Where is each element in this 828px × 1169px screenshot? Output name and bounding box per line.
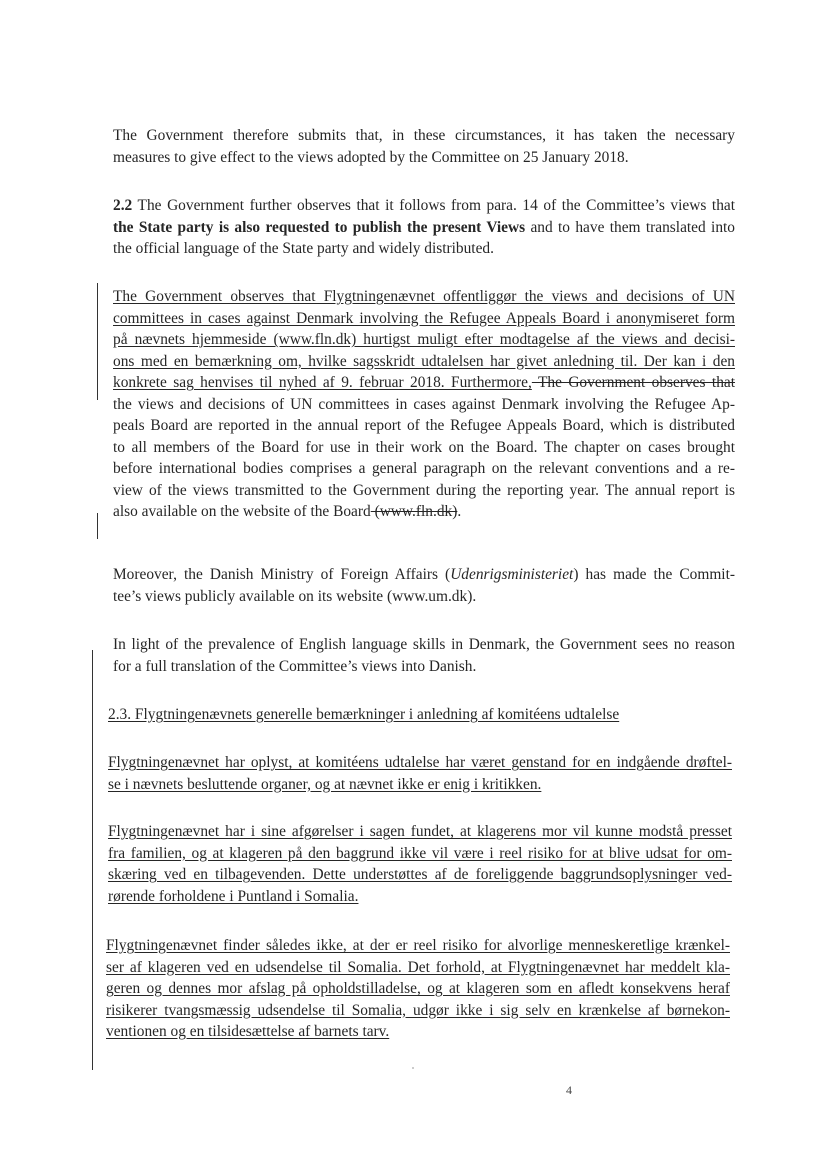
change-bar xyxy=(97,513,98,539)
deleted-text: The Government observes that xyxy=(531,374,735,391)
inserted-text-line: ser af klageren ved en udsendelse til Somalia. Det forhold, at Flygtningenævnet har meddelt kla- xyxy=(106,958,730,976)
text-line: the official language of the State party and widely distributed. xyxy=(113,240,494,257)
inserted-text-line: skæring ved en tilbagevenden. Dette understøttes af de foreliggende baggrundsoplysninger ved- xyxy=(108,866,732,883)
paragraph-5 xyxy=(113,634,735,677)
inserted-text-line: committees in cases against Denmark involving the Refugee Appeals Board i anonymiseret form xyxy=(113,309,735,327)
text-line: view of the views transmitted to the Government during the reporting year. The annual report is xyxy=(113,481,735,499)
text-line: before international bodies comprises a general paragraph on the relevant conventions and a re- xyxy=(113,460,735,477)
paragraph-tracked-changes xyxy=(113,286,735,523)
inserted-text: konkrete sag henvises til nyhed af 9. februar 2018. Furthermore, xyxy=(113,374,532,391)
paragraph-7 xyxy=(108,821,732,907)
heading-text: 2.3. Flygtningenævnets generelle bemærkninger i anledning af komitéens udtalelse xyxy=(108,706,620,723)
scan-speck xyxy=(412,1067,414,1069)
text-line: The Government therefore submits that, in these circumstances, it has taken the necessary xyxy=(113,127,735,144)
inserted-text-line: The Government observes that Flygtningenævnet offentliggør the views and decisions of UN xyxy=(113,288,735,305)
text-line: the views and decisions of UN committees in cases against Denmark involving the Refugee Ap- xyxy=(113,395,735,413)
paragraph-4 xyxy=(113,564,735,607)
text-line: 2.2 The Government further observes that it follows from para. 14 of the Committee’s views that xyxy=(113,197,735,214)
page-number: 4 xyxy=(566,1083,572,1097)
text-line: peals Board are reported in the annual report of the Refugee Appeals Board, which is distributed xyxy=(113,417,735,434)
inserted-text-line: ons med en bemærkning om, hvilke sagsskridt udtalelsen har givet anledning til. Der kan i den xyxy=(113,352,735,370)
inserted-text-line: fra familien, og at klageren på den baggrund ikke vil være i reel risiko for at blive udsat for om- xyxy=(108,844,732,862)
inserted-text-line: rørende forholdene i Puntland i Somalia. xyxy=(108,887,359,905)
paragraph-6 xyxy=(108,752,732,795)
inserted-text-line: ventionen og en tilsidesættelse af barnets tarv. xyxy=(106,1023,390,1040)
section-number: 2.2 xyxy=(113,197,133,214)
paragraph-1 xyxy=(113,125,735,168)
section-heading xyxy=(108,704,730,726)
deleted-text: (www.fln.dk) xyxy=(370,503,458,520)
text-line: also available on the website of the Board (www.fln.dk). xyxy=(113,503,462,520)
inserted-text-line: på nævnets hjemmeside (www.fln.dk) hurtigst muligt efter modtagelse af the views and decisi- xyxy=(113,331,735,348)
text-line: the State party is also requested to publish the present Views and to have them translated into xyxy=(113,218,735,236)
inserted-text-line: se i nævnets besluttende organer, og at nævnet ikke er enig i kritikken. xyxy=(108,775,542,793)
change-bar xyxy=(92,650,93,1070)
text-line: to all members of the Board for use in their work on the Board. The chapter on cases brought xyxy=(113,438,735,456)
text-line xyxy=(113,372,735,394)
text-line: In light of the prevalence of English language skills in Denmark, the Government sees no reason xyxy=(113,636,735,653)
bold-quote: the State party is also requested to publish the present Views xyxy=(113,218,526,236)
inserted-text-line: Flygtningenævnet har oplyst, at komitéens udtalelse har været genstand for en indgående drøftel- xyxy=(108,754,732,771)
text-line: measures to give effect to the views adopted by the Committee on 25 January 2018. xyxy=(113,148,629,166)
italic-term: Udenrigsministeriet xyxy=(450,566,574,583)
inserted-text-line: risikerer tvangsmæssig udsendelse til Somalia, udgør ikke i sig selv en krænkelse af børnekon- xyxy=(106,1001,730,1019)
inserted-text-line: Flygtningenævnet finder således ikke, at der er reel risiko for alvorlige menneskeretlige krænkel- xyxy=(106,937,730,954)
inserted-text-line: geren og dennes mor afslag på opholdstilladelse, og at klageren som en afledt konsekvens heraf xyxy=(106,980,730,997)
text-line: Moreover, the Danish Ministry of Foreign Affairs (Udenrigsministeriet) has made the Commit- xyxy=(113,566,735,583)
paragraph-8 xyxy=(106,935,730,1043)
text-line: tee’s views publicly available on its website (www.um.dk). xyxy=(113,587,477,605)
change-bar xyxy=(97,283,98,400)
inserted-text-line: Flygtningenævnet har i sine afgørelser i sagen fundet, at klagerens mor vil kunne modstå presset xyxy=(108,823,732,840)
text-line: for a full translation of the Committee’s views into Danish. xyxy=(113,657,477,675)
paragraph-2-2 xyxy=(113,195,735,260)
